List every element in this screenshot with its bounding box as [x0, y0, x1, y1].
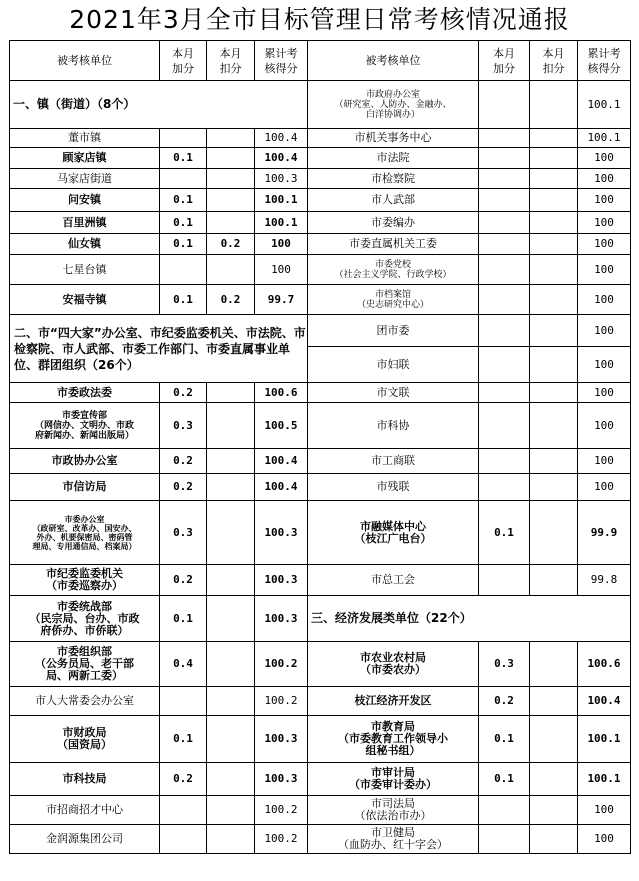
add-score — [160, 169, 207, 189]
deduct-score — [530, 189, 578, 212]
table-row — [10, 169, 631, 189]
total-score: 100.3 — [255, 763, 308, 796]
add-header: 本月 加分 — [479, 41, 530, 81]
total-score: 100 — [578, 148, 631, 169]
total-score: 99.7 — [255, 285, 308, 315]
unit-name: 市科技局 — [10, 763, 160, 796]
unit-name: 市检察院 — [308, 169, 479, 189]
deduct-score — [530, 403, 578, 449]
table-row — [10, 383, 631, 403]
deduct-score — [207, 596, 255, 642]
table-row — [10, 403, 631, 449]
deduct-score — [530, 796, 578, 825]
deduct-score — [530, 148, 578, 169]
deduct-score — [530, 501, 578, 565]
add-score: 0.3 — [160, 501, 207, 565]
unit-name: 市财政局 （国资局） — [10, 716, 160, 763]
deduct-score — [207, 716, 255, 763]
add-score — [479, 315, 530, 347]
deduct-score — [207, 403, 255, 449]
total-score: 100.5 — [255, 403, 308, 449]
add-score: 0.2 — [160, 565, 207, 596]
unit-name: 市纪委监委机关 （市委巡察办） — [10, 565, 160, 596]
total-score: 100 — [578, 403, 631, 449]
unit-name: 市档案馆 （史志研究中心） — [308, 285, 479, 315]
unit-name: 问安镇 — [10, 189, 160, 212]
deduct-score — [207, 383, 255, 403]
add-score: 0.1 — [160, 285, 207, 315]
add-score: 0.2 — [479, 687, 530, 716]
deduct-score — [530, 449, 578, 474]
deduct-score — [207, 565, 255, 596]
add-score: 0.3 — [160, 403, 207, 449]
total-header: 累计考 核得分 — [255, 41, 308, 81]
deduct-score — [207, 255, 255, 285]
total-score: 100 — [578, 315, 631, 347]
add-score: 0.1 — [479, 501, 530, 565]
add-score: 0.3 — [479, 642, 530, 687]
total-score: 100 — [578, 189, 631, 212]
deduct-score — [530, 825, 578, 854]
total-score: 100 — [578, 825, 631, 854]
add-score: 0.1 — [160, 148, 207, 169]
add-score: 0.2 — [160, 383, 207, 403]
add-score — [479, 796, 530, 825]
add-score — [479, 383, 530, 403]
unit-name: 七星台镇 — [10, 255, 160, 285]
page-title: 2021年3月全市目标管理日常考核情况通报 — [69, 5, 570, 34]
deduct-score — [207, 449, 255, 474]
unit-name: 百里洲镇 — [10, 212, 160, 234]
total-score: 100 — [578, 169, 631, 189]
deduct-score — [530, 716, 578, 763]
deduct-score: 0.2 — [207, 285, 255, 315]
unit-name: 市委政法委 — [10, 383, 160, 403]
total-score: 100.3 — [255, 596, 308, 642]
add-score: 0.1 — [479, 716, 530, 763]
table-row — [10, 189, 631, 212]
unit-name: 市妇联 — [308, 347, 479, 383]
total-score: 100.1 — [578, 763, 631, 796]
deduct-score — [530, 212, 578, 234]
deduct-score: 0.2 — [207, 234, 255, 255]
unit-name: 市工商联 — [308, 449, 479, 474]
table-row — [10, 285, 631, 315]
deduct-score — [207, 129, 255, 148]
total-score: 100.4 — [255, 129, 308, 148]
deduct-score — [207, 763, 255, 796]
unit-name: 市人武部 — [308, 189, 479, 212]
unit-name: 市文联 — [308, 383, 479, 403]
total-score: 100.1 — [255, 189, 308, 212]
table-row — [10, 716, 631, 763]
total-score: 100.6 — [578, 642, 631, 687]
deduct-score — [207, 501, 255, 565]
add-score: 0.1 — [160, 234, 207, 255]
deduct-score — [530, 383, 578, 403]
unit-name: 安福寺镇 — [10, 285, 160, 315]
unit-name: 市委直属机关工委 — [308, 234, 479, 255]
deduct-score — [530, 285, 578, 315]
add-score: 0.1 — [160, 212, 207, 234]
add-score — [479, 212, 530, 234]
add-score — [479, 565, 530, 596]
deduct-score — [207, 642, 255, 687]
add-score: 0.2 — [160, 474, 207, 501]
unit-name: 市委编办 — [308, 212, 479, 234]
total-score: 100 — [255, 234, 308, 255]
unit-name: 市总工会 — [308, 565, 479, 596]
add-score — [479, 189, 530, 212]
unit-name: 团市委 — [308, 315, 479, 347]
total-score: 100.1 — [578, 716, 631, 763]
unit-name: 马家店街道 — [10, 169, 160, 189]
deduct-score — [207, 474, 255, 501]
add-score: 0.4 — [160, 642, 207, 687]
assessment-table — [9, 40, 630, 854]
table-row — [10, 148, 631, 169]
add-score — [160, 796, 207, 825]
section-heading: 二、市“四大家”办公室、市纪委监委机关、市法院、市检察院、市人武部、市委工作部门、市委直属事业单位、群团组织（26个） — [10, 315, 308, 383]
deduct-score — [207, 189, 255, 212]
section-heading: 三、经济发展类单位（22个） — [308, 596, 631, 642]
total-score: 100.4 — [578, 687, 631, 716]
total-score: 100.3 — [255, 169, 308, 189]
table-row — [10, 825, 631, 854]
add-score — [479, 148, 530, 169]
add-header: 本月 加分 — [160, 41, 207, 81]
table-row — [10, 763, 631, 796]
header-row — [10, 41, 631, 81]
add-score — [479, 825, 530, 854]
deduct-score — [530, 169, 578, 189]
table-row — [10, 687, 631, 716]
total-score: 100.2 — [255, 687, 308, 716]
table-row — [10, 642, 631, 687]
unit-name: 顾家店镇 — [10, 148, 160, 169]
add-score: 0.2 — [160, 763, 207, 796]
unit-name: 市农业农村局 （市委农办） — [308, 642, 479, 687]
unit-name: 市委办公室 （政研室、改革办、国安办、 外办、机要保密局、密码管 理局、专用通信局、档案局） — [10, 501, 160, 565]
add-score — [479, 81, 530, 129]
add-score — [160, 255, 207, 285]
add-score — [479, 129, 530, 148]
table-row — [10, 255, 631, 285]
unit-name: 市融媒体中心 （枝江广电台） — [308, 501, 479, 565]
total-score: 100 — [578, 255, 631, 285]
unit-name: 市招商招才中心 — [10, 796, 160, 825]
total-score: 100.6 — [255, 383, 308, 403]
unit-name: 仙女镇 — [10, 234, 160, 255]
deduct-header: 本月 扣分 — [530, 41, 578, 81]
total-score: 100.2 — [255, 825, 308, 854]
total-score: 100 — [578, 212, 631, 234]
deduct-score — [207, 825, 255, 854]
total-score: 100 — [578, 796, 631, 825]
total-header: 累计考 核得分 — [578, 41, 631, 81]
unit-name: 市信访局 — [10, 474, 160, 501]
add-score: 0.2 — [160, 449, 207, 474]
add-score — [160, 687, 207, 716]
total-score: 100.4 — [255, 449, 308, 474]
unit-name: 市教育局 （市委教育工作领导小 组秘书组） — [308, 716, 479, 763]
add-score: 0.1 — [160, 596, 207, 642]
deduct-score — [530, 129, 578, 148]
total-score: 100.2 — [255, 796, 308, 825]
total-score: 100.4 — [255, 148, 308, 169]
add-score — [479, 403, 530, 449]
unit-name: 董市镇 — [10, 129, 160, 148]
deduct-score — [530, 687, 578, 716]
add-score: 0.1 — [160, 189, 207, 212]
unit-name: 市委统战部 （民宗局、台办、市政 府侨办、市侨联） — [10, 596, 160, 642]
total-score: 99.9 — [578, 501, 631, 565]
table-row — [10, 212, 631, 234]
total-score: 100.3 — [255, 565, 308, 596]
add-score — [479, 255, 530, 285]
section-heading: 一、镇（街道）（8个） — [10, 81, 308, 129]
deduct-score — [207, 148, 255, 169]
total-score: 100.3 — [255, 501, 308, 565]
deduct-score — [530, 81, 578, 129]
table-row — [10, 129, 631, 148]
table-row — [10, 501, 631, 565]
unit-name: 市科协 — [308, 403, 479, 449]
total-score: 100 — [578, 449, 631, 474]
deduct-score — [530, 565, 578, 596]
deduct-score — [530, 474, 578, 501]
table-row — [10, 234, 631, 255]
total-score: 100.1 — [578, 129, 631, 148]
total-score: 100.2 — [255, 642, 308, 687]
add-score — [479, 234, 530, 255]
unit-name: 市卫健局 （血防办、红十字会） — [308, 825, 479, 854]
deduct-score — [530, 315, 578, 347]
add-score — [479, 474, 530, 501]
total-score: 100 — [255, 255, 308, 285]
unit-name: 市司法局 （依法治市办） — [308, 796, 479, 825]
unit-header: 被考核单位 — [10, 41, 160, 81]
total-score: 100 — [578, 347, 631, 383]
unit-name: 金润源集团公司 — [10, 825, 160, 854]
add-score — [160, 129, 207, 148]
unit-name: 市委宣传部 （网信办、文明办、市政 府新闻办、新闻出版局） — [10, 403, 160, 449]
table-row — [10, 596, 631, 642]
total-score: 100 — [578, 474, 631, 501]
unit-name: 市法院 — [308, 148, 479, 169]
unit-name: 市人大常委会办公室 — [10, 687, 160, 716]
add-score — [479, 449, 530, 474]
unit-name: 市机关事务中心 — [308, 129, 479, 148]
deduct-score — [207, 169, 255, 189]
total-score: 100.3 — [255, 716, 308, 763]
table-row — [10, 474, 631, 501]
deduct-score — [530, 347, 578, 383]
total-score: 100.1 — [255, 212, 308, 234]
deduct-score — [530, 763, 578, 796]
deduct-score — [207, 796, 255, 825]
deduct-score — [530, 255, 578, 285]
total-score: 99.8 — [578, 565, 631, 596]
add-score — [160, 825, 207, 854]
add-score: 0.1 — [160, 716, 207, 763]
total-score: 100.1 — [578, 81, 631, 129]
deduct-score — [530, 234, 578, 255]
deduct-score — [207, 212, 255, 234]
add-score — [479, 347, 530, 383]
unit-name: 枝江经济开发区 — [308, 687, 479, 716]
unit-name: 市残联 — [308, 474, 479, 501]
unit-name: 市审计局 （市委审计委办） — [308, 763, 479, 796]
total-score: 100 — [578, 285, 631, 315]
table-row — [10, 81, 631, 129]
deduct-header: 本月 扣分 — [207, 41, 255, 81]
add-score — [479, 169, 530, 189]
unit-name: 市政协办公室 — [10, 449, 160, 474]
total-score: 100 — [578, 234, 631, 255]
unit-name: 市委组织部 （公务员局、老干部 局、两新工委） — [10, 642, 160, 687]
total-score: 100 — [578, 383, 631, 403]
table-row — [10, 315, 631, 347]
deduct-score — [207, 687, 255, 716]
add-score — [479, 285, 530, 315]
add-score: 0.1 — [479, 763, 530, 796]
table-row — [10, 796, 631, 825]
deduct-score — [530, 642, 578, 687]
unit-name: 市政府办公室 （研究室、人防办、金融办、 白洋协调办） — [308, 81, 479, 129]
unit-name: 市委党校 （社会主义学院、行政学校） — [308, 255, 479, 285]
total-score: 100.4 — [255, 474, 308, 501]
unit-header: 被考核单位 — [308, 41, 479, 81]
table-row — [10, 565, 631, 596]
table-row — [10, 449, 631, 474]
